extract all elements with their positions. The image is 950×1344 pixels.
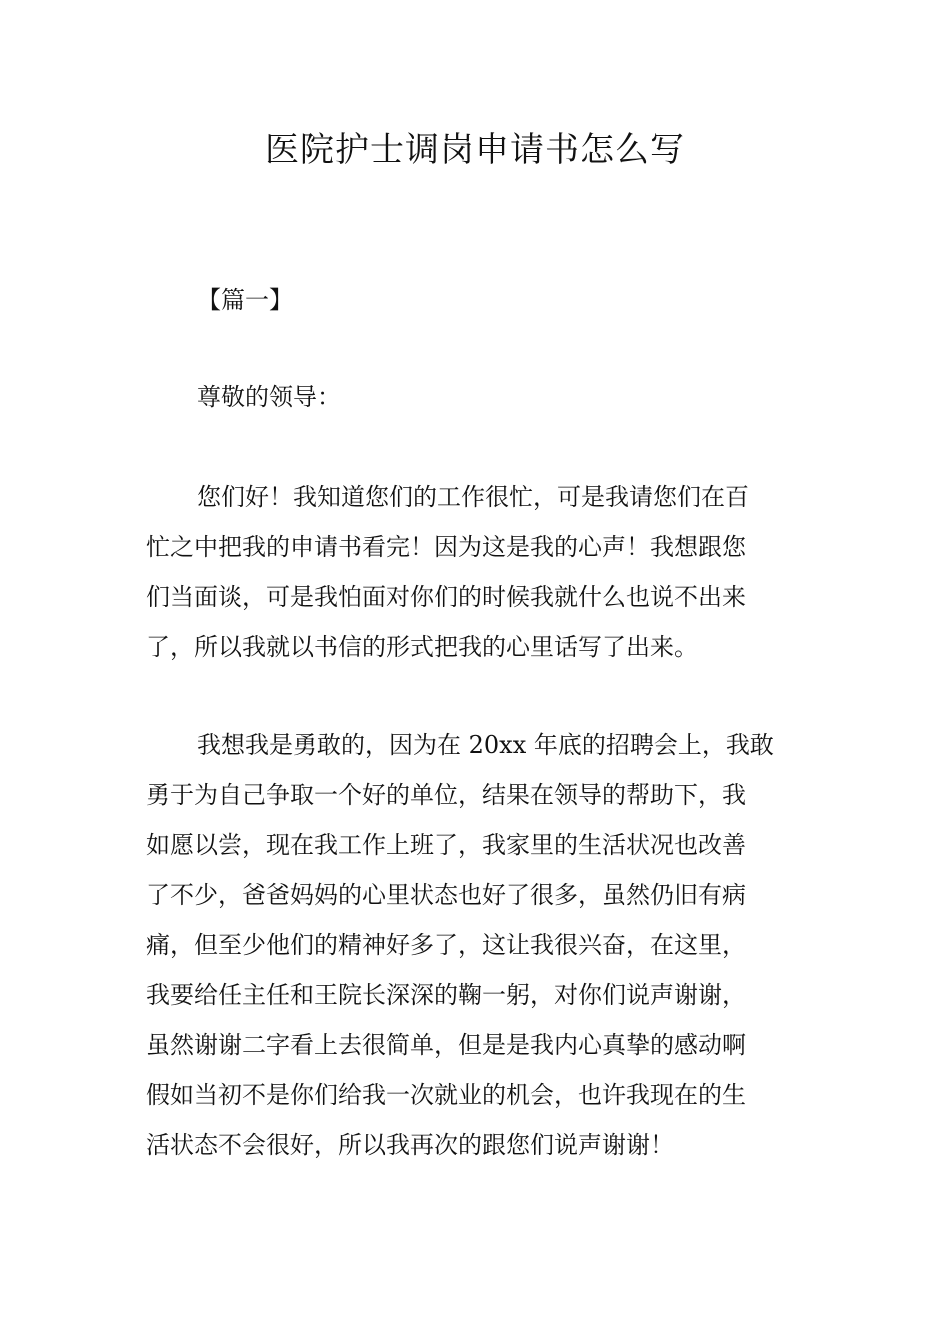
paragraph-line: 我想我是勇敢的，因为在 20xx 年底的招聘会上，我敢	[197, 731, 774, 759]
paragraph-line: 我要给任主任和王院长深深的鞠一躬，对你们说声谢谢，	[146, 981, 746, 1009]
section-label: 【篇一】	[197, 286, 293, 314]
paragraph-line: 虽然谢谢二字看上去很简单，但是是我内心真挚的感动啊	[146, 1031, 746, 1059]
paragraph-line: 勇于为自己争取一个好的单位，结果在领导的帮助下，我	[146, 781, 746, 809]
body-paragraph-2	[146, 720, 808, 1170]
paragraph-line: 如愿以尝，现在我工作上班了，我家里的生活状况也改善	[146, 831, 746, 859]
paragraph-line: 了不少，爸爸妈妈的心里状态也好了很多，虽然仍旧有病	[146, 881, 746, 909]
body-paragraph-1	[146, 472, 808, 672]
paragraph-line: 活状态不会很好，所以我再次的跟您们说声谢谢！	[146, 1131, 674, 1159]
paragraph-line: 们当面谈，可是我怕面对你们的时候我就什么也说不出来	[146, 583, 746, 611]
paragraph-line: 忙之中把我的申请书看完！因为这是我的心声！我想跟您	[146, 533, 746, 561]
paragraph-line: 了，所以我就以书信的形式把我的心里话写了出来。	[146, 633, 698, 661]
paragraph-line: 痛，但至少他们的精神好多了，这让我很兴奋，在这里，	[146, 931, 746, 959]
paragraph-line: 假如当初不是你们给我一次就业的机会，也许我现在的生	[146, 1081, 746, 1109]
paragraph-line: 您们好！我知道您们的工作很忙，可是我请您们在百	[197, 483, 749, 511]
document-title: 医院护士调岗申请书怎么写	[265, 130, 685, 170]
salutation: 尊敬的领导：	[197, 383, 341, 411]
